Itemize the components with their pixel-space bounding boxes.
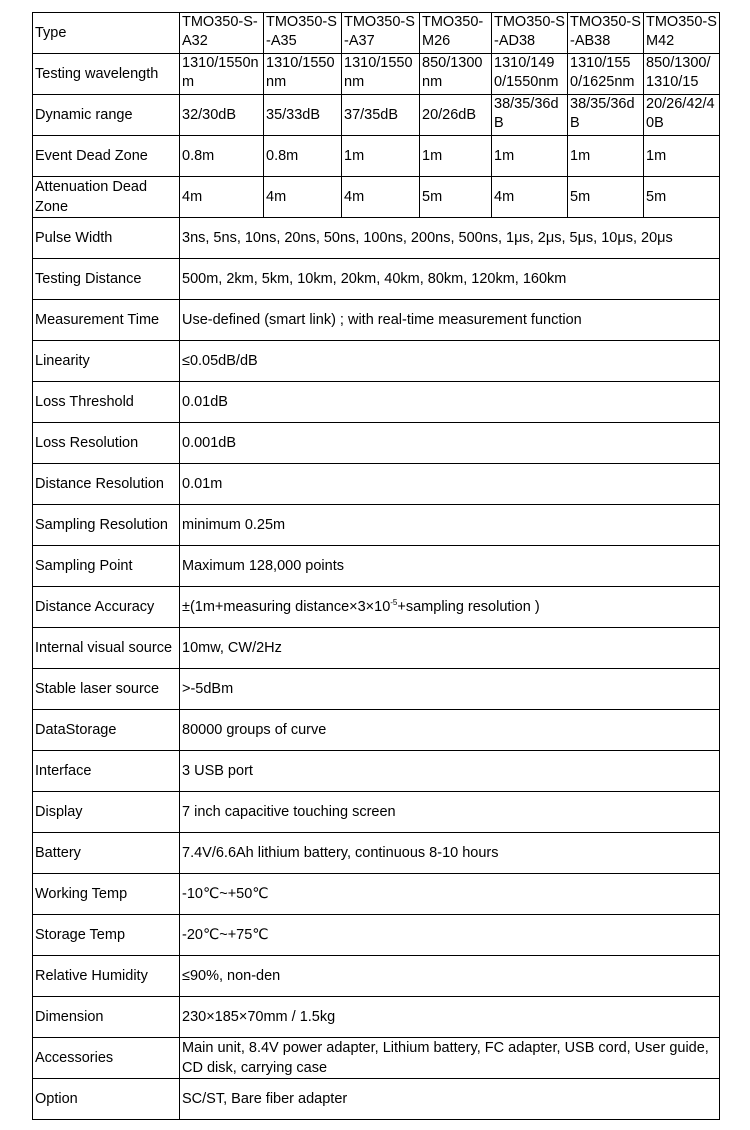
row-label: Relative Humidity	[33, 956, 180, 997]
value-cell: SC/ST, Bare fiber adapter	[180, 1079, 720, 1120]
table-row	[33, 710, 720, 751]
model-cell: TMO350-S-AB38	[568, 13, 644, 54]
value-cell: 1310/1490/1550nm	[492, 54, 568, 95]
model-cell: TMO350-S-A35	[264, 13, 342, 54]
value-cell: 1m	[342, 136, 420, 177]
model-cell: TMO350-S-A37	[342, 13, 420, 54]
value-cell: 1m	[644, 136, 720, 177]
row-label: Dynamic range	[33, 95, 180, 136]
table-row	[33, 587, 720, 628]
value-cell: 3ns, 5ns, 10ns, 20ns, 50ns, 100ns, 200ns, 500ns, 1μs, 2μs, 5μs, 10μs, 20μs	[180, 218, 720, 259]
row-label: Attenuation Dead Zone	[33, 177, 180, 218]
value-cell: 1310/1550nm	[264, 54, 342, 95]
row-label: Measurement Time	[33, 300, 180, 341]
value-cell: 0.8m	[180, 136, 264, 177]
row-label: Battery	[33, 833, 180, 874]
table-row	[33, 464, 720, 505]
table-row	[33, 341, 720, 382]
table-row	[33, 956, 720, 997]
value-cell: 38/35/36dB	[492, 95, 568, 136]
value-cell: -10℃~+50℃	[180, 874, 720, 915]
value-cell: 0.8m	[264, 136, 342, 177]
row-label: Working Temp	[33, 874, 180, 915]
table-row	[33, 546, 720, 587]
value-cell: >-5dBm	[180, 669, 720, 710]
row-label: Sampling Resolution	[33, 505, 180, 546]
value-cell: 32/30dB	[180, 95, 264, 136]
table-row	[33, 792, 720, 833]
value-cell: 1m	[568, 136, 644, 177]
value-cell: 5m	[568, 177, 644, 218]
row-label: Testing Distance	[33, 259, 180, 300]
row-label: Option	[33, 1079, 180, 1120]
value-cell: Maximum 128,000 points	[180, 546, 720, 587]
value-cell: ≤0.05dB/dB	[180, 341, 720, 382]
row-label: Storage Temp	[33, 915, 180, 956]
model-cell: TMO350-M26	[420, 13, 492, 54]
row-label: Testing wavelength	[33, 54, 180, 95]
value-cell: 4m	[492, 177, 568, 218]
value-cell: 4m	[180, 177, 264, 218]
value-cell: 3 USB port	[180, 751, 720, 792]
table-row	[33, 300, 720, 341]
value-cell: 4m	[342, 177, 420, 218]
value-cell: 500m, 2km, 5km, 10km, 20km, 40km, 80km, 120km, 160km	[180, 259, 720, 300]
value-cell: 5m	[644, 177, 720, 218]
model-cell: TMO350-S-A32	[180, 13, 264, 54]
value-cell: Use-defined (smart link) ; with real-time measurement function	[180, 300, 720, 341]
table-row	[33, 874, 720, 915]
table-row	[33, 95, 720, 136]
value-cell: 20/26/42/40B	[644, 95, 720, 136]
value-cell: 7.4V/6.6Ah lithium battery, continuous 8-10 hours	[180, 833, 720, 874]
row-label: Loss Resolution	[33, 423, 180, 464]
value-cell: 1310/1550nm	[342, 54, 420, 95]
row-label: Linearity	[33, 341, 180, 382]
value-cell: ≤90%, non-den	[180, 956, 720, 997]
table-row	[33, 382, 720, 423]
table-row	[33, 1038, 720, 1079]
table-row	[33, 177, 720, 218]
value-cell: 10mw, CW/2Hz	[180, 628, 720, 669]
value-cell: 0.01dB	[180, 382, 720, 423]
value-cell: 1310/1550nm	[180, 54, 264, 95]
row-label: Interface	[33, 751, 180, 792]
value-cell: 5m	[420, 177, 492, 218]
value-cell: -20℃~+75℃	[180, 915, 720, 956]
row-label: Pulse Width	[33, 218, 180, 259]
accuracy-exponent: -5	[390, 598, 398, 607]
row-label: Internal visual source	[33, 628, 180, 669]
value-cell	[180, 587, 720, 628]
model-cell: TMO350-SM42	[644, 13, 720, 54]
value-cell: 1310/1550/1625nm	[568, 54, 644, 95]
row-label: Stable laser source	[33, 669, 180, 710]
value-cell: 1m	[420, 136, 492, 177]
table-row	[33, 997, 720, 1038]
value-cell: 0.001dB	[180, 423, 720, 464]
value-cell: 37/35dB	[342, 95, 420, 136]
row-label: Loss Threshold	[33, 382, 180, 423]
row-label: Sampling Point	[33, 546, 180, 587]
accuracy-prefix: ±(1m+measuring distance×3×10	[182, 599, 391, 615]
row-label: Event Dead Zone	[33, 136, 180, 177]
accuracy-suffix: +sampling resolution )	[397, 599, 540, 615]
table-row	[33, 915, 720, 956]
row-label: DataStorage	[33, 710, 180, 751]
table-row	[33, 751, 720, 792]
row-label: Distance Resolution	[33, 464, 180, 505]
table-row	[33, 628, 720, 669]
value-cell: 20/26dB	[420, 95, 492, 136]
table-row	[33, 505, 720, 546]
header-row	[33, 13, 720, 54]
row-label: Dimension	[33, 997, 180, 1038]
value-cell: 0.01m	[180, 464, 720, 505]
table-row	[33, 218, 720, 259]
value-cell: 850/1300/1310/15	[644, 54, 720, 95]
table-row	[33, 423, 720, 464]
value-cell: 850/1300nm	[420, 54, 492, 95]
model-cell: TMO350-S-AD38	[492, 13, 568, 54]
value-cell: 4m	[264, 177, 342, 218]
row-label: Display	[33, 792, 180, 833]
row-label: Distance Accuracy	[33, 587, 180, 628]
table-row	[33, 833, 720, 874]
value-cell: 7 inch capacitive touching screen	[180, 792, 720, 833]
value-cell: Main unit, 8.4V power adapter, Lithium battery, FC adapter, USB cord, User guide, CD disk, carrying case	[180, 1038, 720, 1079]
spec-table	[32, 12, 720, 1120]
table-row	[33, 54, 720, 95]
row-label: Accessories	[33, 1038, 180, 1079]
value-cell: minimum 0.25m	[180, 505, 720, 546]
row-label: Type	[33, 13, 180, 54]
table-row	[33, 1079, 720, 1120]
value-cell: 35/33dB	[264, 95, 342, 136]
table-row	[33, 136, 720, 177]
value-cell: 38/35/36dB	[568, 95, 644, 136]
value-cell: 80000 groups of curve	[180, 710, 720, 751]
value-cell: 230×185×70mm / 1.5kg	[180, 997, 720, 1038]
table-row	[33, 669, 720, 710]
value-cell: 1m	[492, 136, 568, 177]
table-row	[33, 259, 720, 300]
